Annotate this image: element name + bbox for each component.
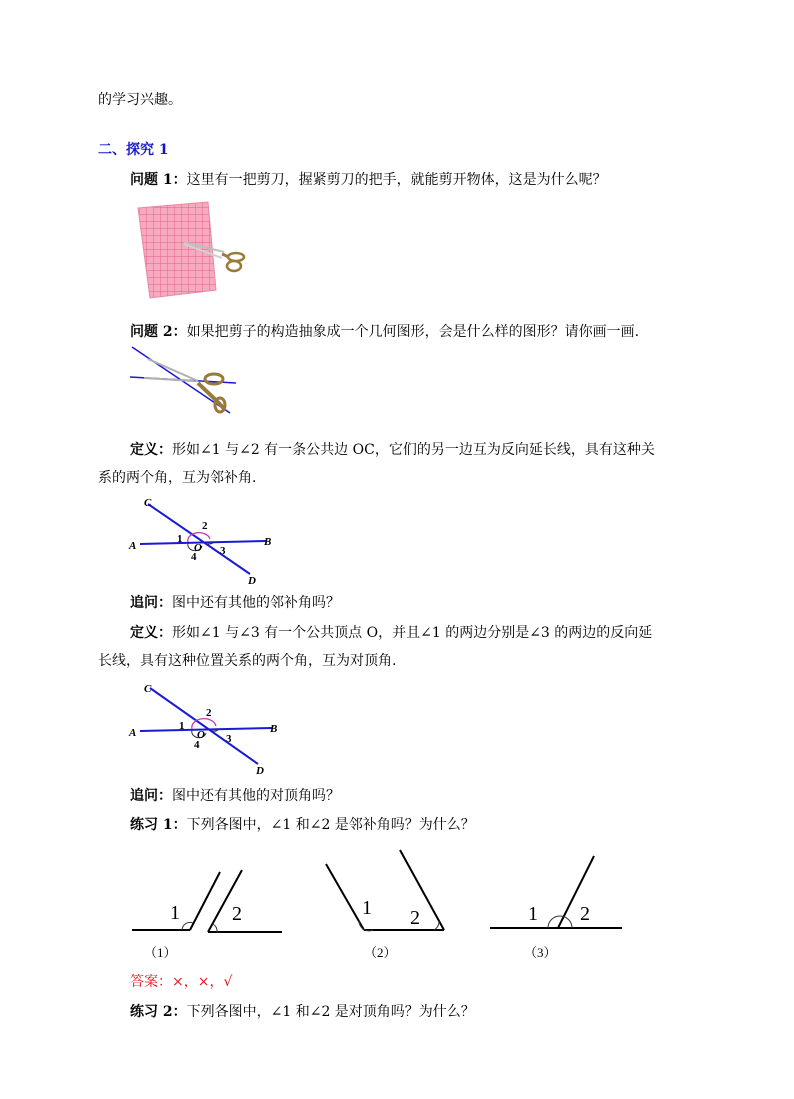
exercise-1-text: 下列各图中，∠1 和∠2 是邻补角吗？为什么？ <box>186 817 475 833</box>
fig1-num1: 1 <box>170 902 180 924</box>
label-4: 4 <box>191 551 197 563</box>
caption-3: （3） <box>524 945 557 960</box>
fig2-num1: 1 <box>362 897 372 919</box>
label-1: 1 <box>177 533 183 545</box>
definition-1-line2: 系的两个角，互为邻补角. <box>98 470 257 486</box>
question-1-label: 问题 1： <box>130 172 187 188</box>
intersecting-lines-diagram-2 <box>126 678 291 780</box>
label-4-2: 4 <box>194 739 200 751</box>
definition-2-label: 定义： <box>130 625 172 641</box>
exercise-2-text: 下列各图中，∠1 和∠2 是对顶角吗？为什么？ <box>186 1004 475 1020</box>
label-3-2: 3 <box>226 733 232 745</box>
definition-1-text: 形如∠1 与∠2 有一条公共边 OC，它们的另一边互为反向延长线，具有这种关 <box>172 442 655 458</box>
follow-up-2-text: 图中还有其他的对顶角吗？ <box>172 788 340 804</box>
caption-1: （1） <box>144 945 177 960</box>
label-3: 3 <box>220 545 226 557</box>
exercise-figure-1 <box>132 870 282 960</box>
answer-text: 答案：×，×，√ <box>130 974 233 990</box>
follow-up-1 <box>130 593 340 613</box>
exercise-1-label: 练习 1： <box>130 817 187 833</box>
question-2 <box>130 322 639 342</box>
label-B-2: B <box>270 723 278 735</box>
follow-up-2 <box>130 786 340 806</box>
intro-text: 的学习兴趣。 <box>98 92 182 108</box>
intersecting-lines-diagram-1 <box>126 494 286 590</box>
label-2: 2 <box>202 520 208 532</box>
definition-1-line1 <box>130 440 655 460</box>
exercise-1 <box>130 815 475 835</box>
label-A-2: A <box>129 727 137 739</box>
question-1 <box>130 170 607 190</box>
definition-2-line2: 长线，具有这种位置关系的两个角，互为对顶角. <box>98 653 397 669</box>
follow-up-1-text: 图中还有其他的邻补角吗？ <box>172 595 340 611</box>
definition-2-line1 <box>130 623 652 643</box>
fig3-num1: 1 <box>528 903 538 925</box>
question-2-label: 问题 2： <box>130 324 187 340</box>
scissors-lines-image <box>128 343 238 425</box>
label-1-2: 1 <box>179 720 185 732</box>
label-2-2: 2 <box>206 707 212 719</box>
label-B: B <box>264 536 272 548</box>
definition-2-text: 形如∠1 与∠3 有一个公共顶点 O，并且∠1 的两边分别是∠3 的两边的反向延 <box>172 625 653 641</box>
label-C-2: C <box>144 683 152 695</box>
definition-1-label: 定义： <box>130 442 172 458</box>
exercise-1-figures <box>128 844 648 970</box>
follow-up-2-label: 追问： <box>130 788 172 804</box>
caption-2: （2） <box>364 945 397 960</box>
section-title: 二、探究 1 <box>98 142 169 158</box>
label-O: O <box>194 542 202 554</box>
scissors-cloth-image <box>132 200 262 304</box>
question-1-text: 这里有一把剪刀，握紧剪刀的把手，就能剪开物体，这是为什么呢？ <box>186 172 607 188</box>
fig1-num2: 2 <box>232 903 242 925</box>
label-O-2: O <box>197 729 205 741</box>
fig3-num2: 2 <box>580 903 590 925</box>
label-D: D <box>248 575 256 586</box>
exercise-figure-2 <box>326 850 444 960</box>
fig2-num2: 2 <box>410 907 420 929</box>
question-2-text: 如果把剪子的构造抽象成一个几何图形，会是什么样的图形？请你画一画. <box>186 324 640 340</box>
exercise-2 <box>130 1002 475 1022</box>
label-C: C <box>144 497 152 509</box>
label-A: A <box>129 540 137 552</box>
exercise-2-label: 练习 2： <box>130 1004 187 1020</box>
label-D-2: D <box>256 765 264 776</box>
follow-up-1-label: 追问： <box>130 595 172 611</box>
exercise-figure-3 <box>490 856 622 960</box>
